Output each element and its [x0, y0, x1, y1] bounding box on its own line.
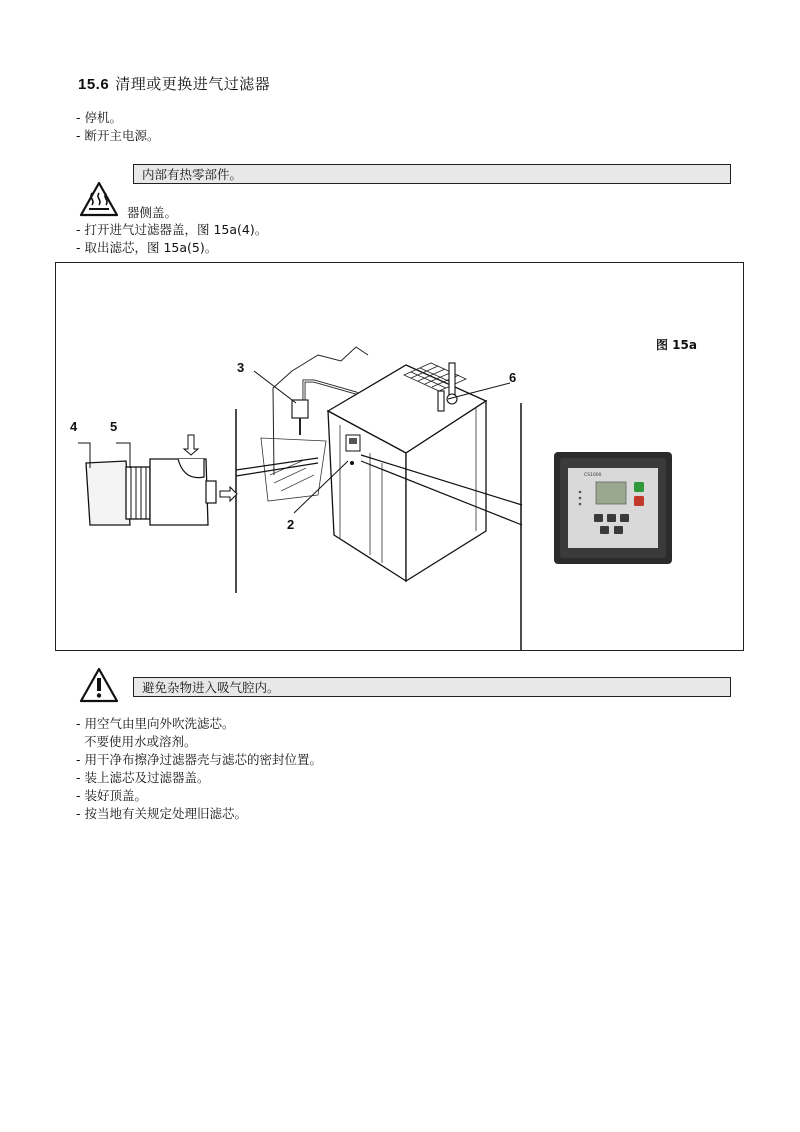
- step-stop: - 停机。: [76, 110, 122, 125]
- hot-surface-warning-icon: [79, 181, 119, 217]
- section-heading: [78, 73, 270, 94]
- controller-panel-image: [554, 452, 672, 564]
- hot-parts-notice: 内部有热零部件。: [133, 164, 731, 184]
- section-title: 清理或更换进气过滤器: [115, 75, 271, 93]
- step-wipe-seal: - 用干净布擦净过滤器壳与滤芯的密封位置。: [76, 752, 322, 767]
- debris-warning-notice: 避免杂物进入吸气腔内。: [133, 677, 731, 697]
- callout-2: 2: [287, 517, 295, 532]
- callout-4: 4: [70, 419, 78, 434]
- step-open-filter-cover: - 打开进气过滤器盖，图 15a(4)。: [76, 222, 268, 237]
- warning-triangle-icon: [79, 667, 119, 703]
- step-remove-element: - 取出滤芯，图 15a(5)。: [76, 240, 218, 255]
- step-dispose: - 按当地有关规定处理旧滤芯。: [76, 806, 247, 821]
- callout-6: 6: [509, 370, 517, 385]
- step-disconnect-power: - 断开主电源。: [76, 128, 160, 143]
- section-number: 15.6: [78, 76, 110, 93]
- callout-3: 3: [237, 360, 245, 375]
- step-blow-clean: - 用空气由里向外吹洗滤芯。: [76, 716, 235, 731]
- step-top-cover: - 装好顶盖。: [76, 788, 147, 803]
- step-side-cover: 器侧盖。: [127, 205, 178, 220]
- figure-caption: 图 15a: [656, 338, 697, 352]
- panel-brand: CS1000: [584, 473, 602, 478]
- step-reinstall: - 装上滤芯及过滤器盖。: [76, 770, 210, 785]
- figure-15a: [55, 262, 744, 651]
- callout-5: 5: [110, 419, 118, 434]
- step-no-water: 不要使用水或溶剂。: [76, 734, 197, 749]
